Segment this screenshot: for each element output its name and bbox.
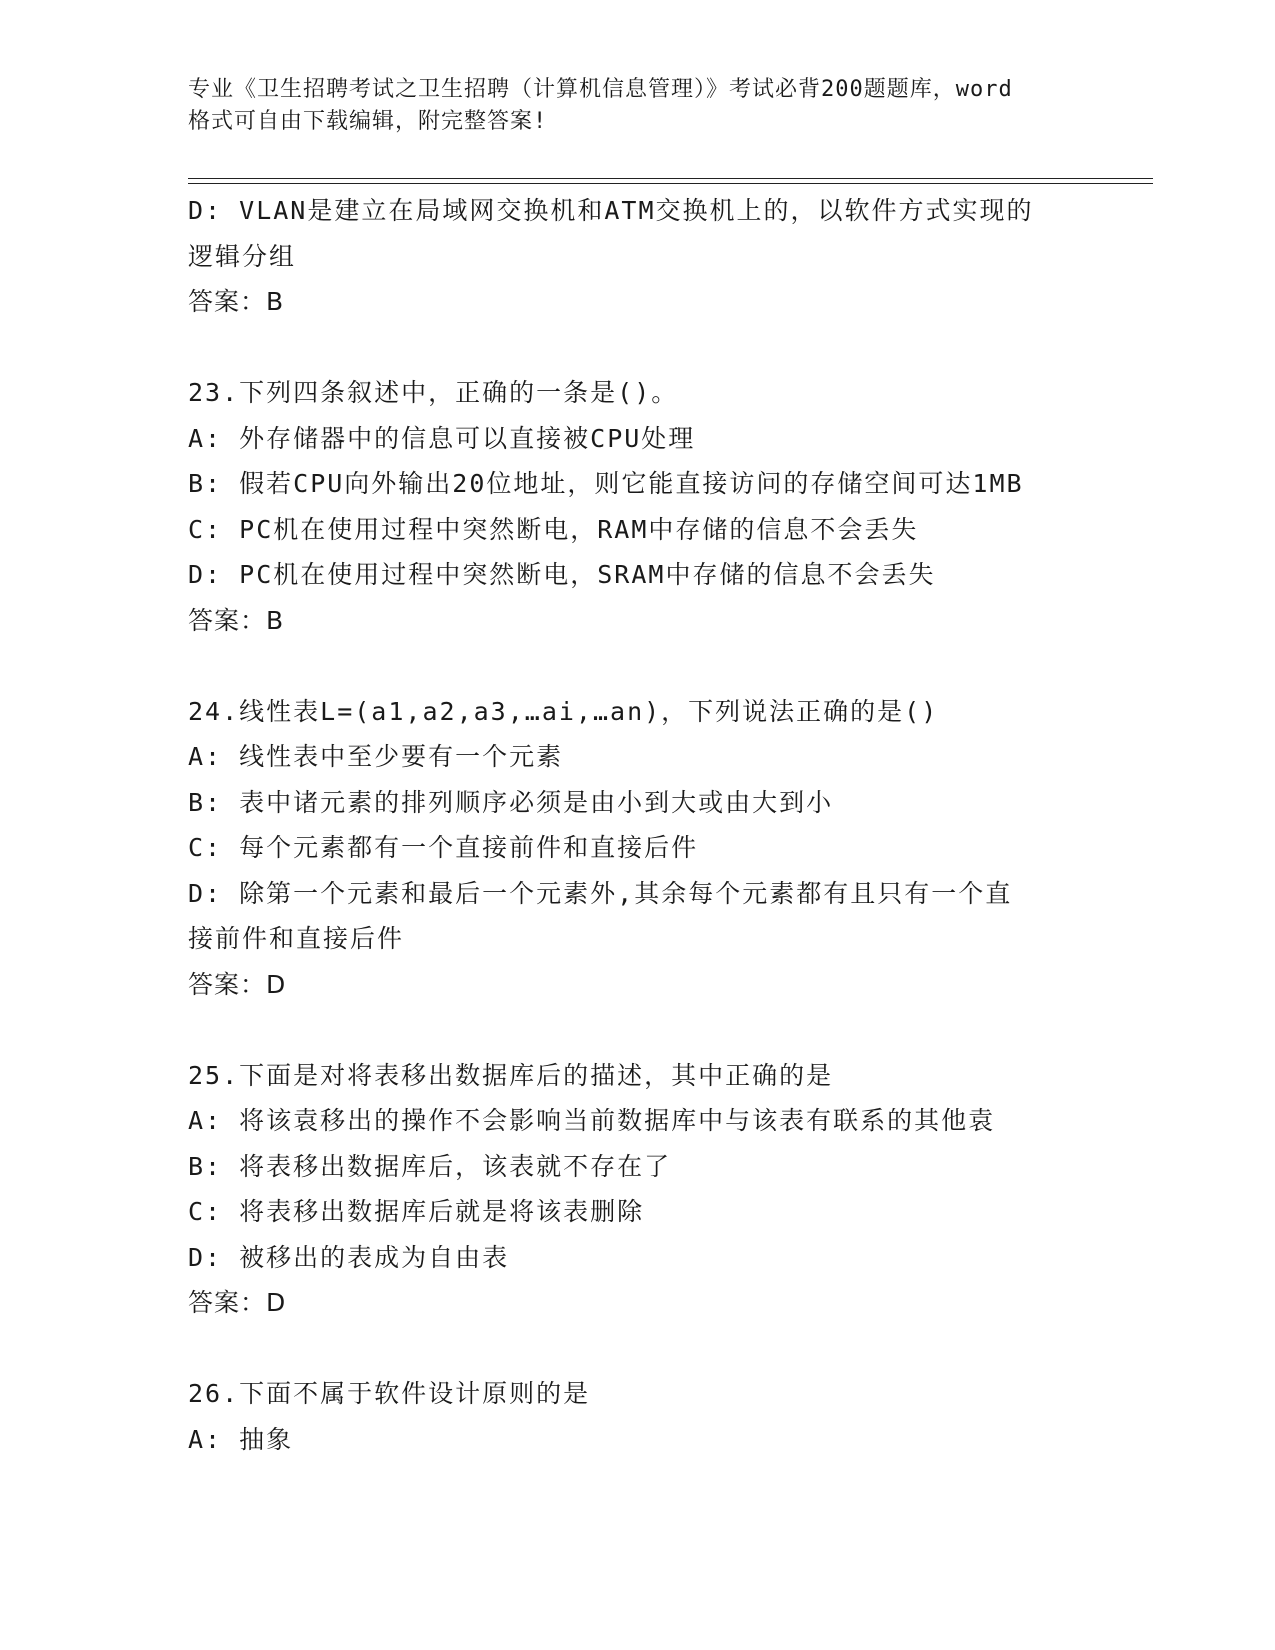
option-d: D: VLAN是建立在局域网交换机和ATM交换机上的，以软件方式实现的 [188,196,1034,225]
header-rule-bottom [188,183,1153,184]
question-23 [188,370,1108,643]
spacer [188,325,1108,371]
answer: 答案：B [188,287,285,316]
option-a: A: 外存储器中的信息可以直接被CPU处理 [188,423,696,453]
question-24 [188,689,1108,1008]
option-a: A: 将该袁移出的操作不会影响当前数据库中与该表有联系的其他袁 [188,1106,996,1135]
question-25 [188,1053,1108,1326]
option-a: A: 抽象 [188,1424,294,1454]
option-d-continued: 接前件和直接后件 [188,924,405,953]
option-a: A: 线性表中至少要有一个元素 [188,742,564,771]
answer: 答案：D [188,1288,287,1317]
header-rule-top [188,178,1153,179]
document-header [188,74,1088,138]
option-b: B: 表中诸元素的排列顺序必须是由小到大或由大到小 [188,787,834,817]
header-line-1: 专业《卫生招聘考试之卫生招聘（计算机信息管理）》考试必背200题题库，word [188,77,1013,102]
option-d: D: 被移出的表成为自由表 [188,1242,510,1272]
answer: 答案：D [188,969,287,999]
spacer [188,1326,1108,1372]
option-c: C: 将表移出数据库后就是将该表删除 [188,1197,645,1226]
option-d-continued: 逻辑分组 [188,241,297,271]
carryover-question [188,188,1108,325]
question-stem: 26.下面不属于软件设计原则的是 [188,1379,591,1408]
option-b: B: 假若CPU向外输出20位地址，则它能直接访问的存储空间可达1MB [188,469,1024,498]
option-c: C: PC机在使用过程中突然断电，RAM中存储的信息不会丢失 [188,514,919,544]
answer: 答案：B [188,605,285,635]
option-d: D: PC机在使用过程中突然断电，SRAM中存储的信息不会丢失 [188,560,936,589]
spacer [188,1007,1108,1053]
header-line-2: 格式可自由下载编辑，附完整答案! [188,109,548,134]
question-stem: 23.下列四条叙述中，正确的一条是()。 [188,378,679,407]
question-stem: 25.下面是对将表移出数据库后的描述，其中正确的是 [188,1060,834,1090]
option-b: B: 将表移出数据库后，该表就不存在了 [188,1151,672,1181]
question-stem: 24.线性表L=(a1,a2,a3,…ai,…an)，下列说法正确的是() [188,696,939,726]
question-26 [188,1371,1108,1462]
option-d: D: 除第一个元素和最后一个元素外,其余每个元素都有且只有一个直 [188,878,1013,908]
question-content [188,188,1108,1462]
option-c: C: 每个元素都有一个直接前件和直接后件 [188,833,699,862]
spacer [188,643,1108,689]
